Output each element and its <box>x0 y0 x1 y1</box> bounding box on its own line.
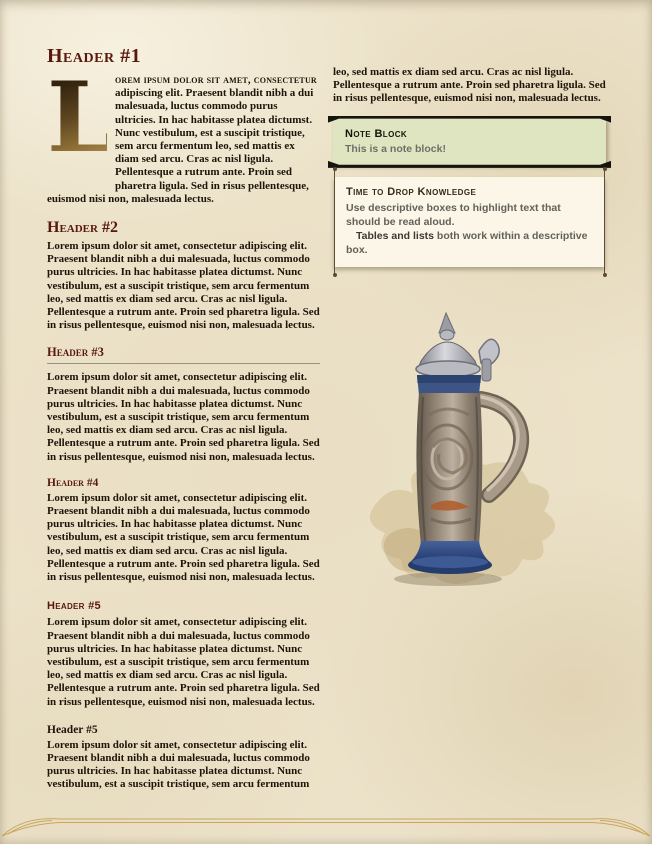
section-paragraph: Lorem ipsum dolor sit amet, consectetur adipiscing elit. Praesent blandit nibh a dui malesuada, luctus commodo purus ultricies. In hac habitasse platea dictumst. Nunc vestibulum, est a suscipit tristique, sem arcu fermentum leo, sed mattis ex diam sed arcu. Cras ac nisl ligula. Pellentesque a rutrum ante. Proin sed pharetra ligula. Sed in risus pellentesque, euismod nisi non, malesuada lectus. <box>47 616 320 708</box>
corner-pin-decoration <box>604 170 605 177</box>
left-column <box>47 45 320 793</box>
descriptive-box-line1: Use descriptive boxes to highlight text that should be read aloud. <box>346 202 561 228</box>
descriptive-box-title: Time to Drop Knowledge <box>346 185 477 198</box>
bottom-flourish-divider <box>0 804 652 844</box>
stein-svg <box>333 297 606 607</box>
line2-rest: both work within a descriptive box. <box>346 230 588 256</box>
two-column-layout <box>47 45 606 793</box>
header-6: Header #5 <box>47 723 98 736</box>
paragraph-lead-smallcaps: orem ipsum dolor sit amet, consectetur <box>115 74 317 86</box>
right-column <box>333 45 606 793</box>
header-4: Header #4 <box>47 476 99 489</box>
header-5: Header #5 <box>47 600 101 613</box>
note-block-body: This is a note block! <box>345 142 446 155</box>
section-paragraph: Lorem ipsum dolor sit amet, consectetur adipiscing elit. Praesent blandit nibh a dui malesuada, luctus commodo purus ultricies. In hac habitasse platea dictumst. Nunc vestibulum, est a suscipit tristique, sem arcu fermentum leo, sed mattis ex diam sed arcu. Cras ac nisl ligula. Pellentesque a rutrum ante. Proin sed pharetra ligula. Sed in risus pellentesque, euismod nisi non, malesuada lectus. <box>47 371 320 463</box>
header-3: Header #3 <box>47 345 320 364</box>
descriptive-box-text <box>346 202 593 257</box>
corner-pin-decoration <box>604 267 605 274</box>
descriptive-box <box>334 177 605 267</box>
note-bottom-banner-decoration <box>328 161 611 168</box>
corner-pin-decoration <box>334 170 335 177</box>
paragraph-body: adipiscing elit. Praesent blandit nibh a dui malesuada, luctus commodo purus ultricies. In hac habitasse platea dictumst. Nunc vestibulum, est a suscipit tristique, sem arcu fermentum leo, sed mattis ex diam sed arcu. Cras ac nisl ligula. Pellentesque a rutrum ante. Proin sed pharetra ligula. Sed in risus pellentesque, euismod nisi non, malesuada lectus. <box>47 87 314 205</box>
note-top-banner-decoration <box>328 116 611 123</box>
bold-lead: Tables and lists <box>356 230 434 243</box>
note-block <box>333 119 606 165</box>
header-2: Header #2 <box>47 219 118 237</box>
section-paragraph: Lorem ipsum dolor sit amet, consectetur adipiscing elit. Praesent blandit nibh a dui malesuada, luctus commodo purus ultricies. In hac habitasse platea dictumst. Nunc vestibulum, est a suscipit tristique, sem arcu fermentum leo, sed mattis ex diam sed arcu. Cras ac nisl ligula. Pellentesque a rutrum ante. Proin sed pharetra ligula. Sed in risus pellentesque, euismod nisi non, malesuada lectus. <box>47 491 320 584</box>
descriptive-box-line2 <box>346 230 593 257</box>
section-paragraph: Lorem ipsum dolor sit amet, consectetur adipiscing elit. Praesent blandit nibh a dui malesuada, luctus commodo purus ultricies. In hac habitasse platea dictumst. Nunc vestibulum, est a suscipit tristique, sem arcu fermentum leo, sed mattis ex diam sed arcu. Cras ac nisl ligula. Pellentesque a rutrum ante. Proin sed pharetra ligula. Sed in risus pellentesque, euismod nisi non, malesuada lectus. <box>47 240 320 332</box>
paragraph-dropcap <box>47 61 320 206</box>
continuation-paragraph: leo, sed mattis ex diam sed arcu. Cras ac nisl ligula. Pellentesque a rutrum ante. Proin sed pharetra ligula. Sed in risus pellentesque, euismod nisi non, malesuada lectus. <box>333 66 606 105</box>
note-block-title: Note Block <box>345 127 408 140</box>
corner-pin-decoration <box>334 267 335 274</box>
section-paragraph-truncated: Lorem ipsum dolor sit amet, consectetur adipiscing elit. Praesent blandit nibh a dui malesuada, luctus commodo purus ultricies. In hac habitasse platea dictumst. Nunc vestibulum, est a suscipit tristique, sem arcu fermentum <box>47 738 310 791</box>
drop-cap-letter: L <box>47 78 107 182</box>
header-1: Header #1 <box>47 45 142 67</box>
beer-stein-illustration <box>333 297 606 607</box>
